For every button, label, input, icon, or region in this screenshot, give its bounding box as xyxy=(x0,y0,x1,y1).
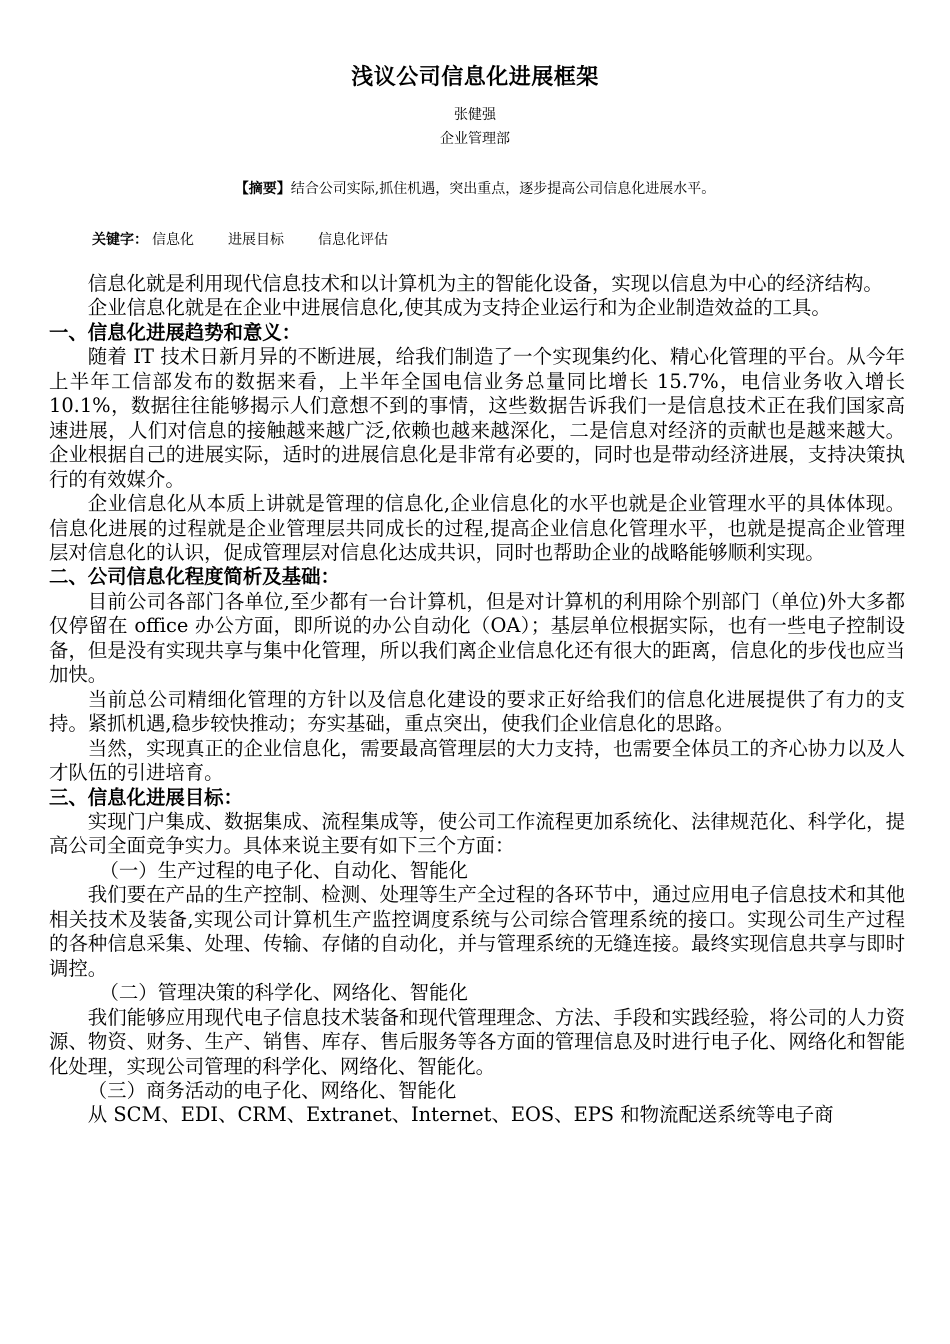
abstract-text: 结合公司实际,抓住机遇，突出重点，逐步提高公司信息化进展水平。 xyxy=(290,181,716,197)
paragraph: 我们能够应用现代电子信息技术装备和现代管理理念、方法、手段和实践经验，将公司的人力资源、物资、财务、生产、销售、库存、售后服务等各方面的管理信息及时进行电子化、网络化和智能化处理，实现公司管理的科学化、网络化、智能化。 xyxy=(49,1005,905,1078)
paragraph: 企业信息化从本质上讲就是管理的信息化,企业信息化的水平也就是企业管理水平的具体体现。信息化进展的过程就是企业管理层共同成长的过程,提高企业信息化管理水平，也就是提高企业管理层对信息化的认识，促成管理层对信息化达成共识，同时也帮助企业的战略能够顺利实现。 xyxy=(49,492,905,564)
paragraph: 从 SCM、EDI、CRM、Extranet、Internet、EOS、EPS 和物流配送系统等电子商 xyxy=(87,1103,834,1127)
keywords xyxy=(92,229,418,249)
section-heading: 三、信息化进展目标： xyxy=(49,785,243,809)
subsection-heading: （三）商务活动的电子化、网络化、智能化 xyxy=(87,1078,457,1102)
author-name: 张健强 xyxy=(454,107,496,123)
paragraph: 实现门户集成、数据集成、流程集成等，使公司工作流程更加系统化、法律规范化、科学化，提高公司全面竞争实力。具体来说主要有如下三个方面： xyxy=(49,809,905,858)
keyword: 信息化 xyxy=(152,232,194,248)
paragraph: 当前总公司精细化管理的方针以及信息化建设的要求正好给我们的信息化进展提供了有力的支持。紧抓机遇,稳步较快推动；夯实基础，重点突出，使我们企业信息化的思路。 xyxy=(49,687,905,736)
subsection-heading: （一）生产过程的电子化、自动化、智能化 xyxy=(99,858,468,882)
paragraph: 信息化就是利用现代信息技术和以计算机为主的智能化设备，实现以信息为中心的经济结构。 xyxy=(87,272,883,295)
document-body xyxy=(49,272,905,1128)
keywords-label: 关键字： xyxy=(92,232,148,248)
keyword: 进展目标 xyxy=(228,232,284,248)
document-title: 浅议公司信息化进展框架 xyxy=(351,65,599,90)
author-department: 企业管理部 xyxy=(440,131,510,147)
paragraph: 我们要在产品的生产控制、检测、处理等生产全过程的各环节中，通过应用电子信息技术和其他相关技术及装备,实现公司计算机生产监控调度系统与公司综合管理系统的接口。实现公司生产过程的各种信息采集、处理、传输、存储的自动化，并与管理系统的无缝连接。最终实现信息共享与即时调控。 xyxy=(49,883,905,980)
paragraph: 随着 IT 技术日新月异的不断进展，给我们制造了一个实现集约化、精心化管理的平台。从今年上半年工信部发布的数据来看，上半年全国电信业务总量同比增长 15.7%，电信业务收入增长 10.1%，数据往往能够揭示人们意想不到的事情，这些数据告诉我们一是信息技术正在我们国家高速进展，人们对信息的接触越来越广泛,依赖也越来越深化，二是信息对经济的贡献也是越来越大。企业根据自己的进展实际，适时的进展信息化是非常有必要的，同时也是带动经济进展，支持决策执行的有效媒介。 xyxy=(49,345,905,491)
paragraph: 企业信息化就是在企业中进展信息化,使其成为支持企业运行和为企业制造效益的工具。 xyxy=(87,296,831,320)
paragraph: 当然，实现真正的企业信息化，需要最高管理层的大力支持，也需要全体员工的齐心协力以及人才队伍的引进培育。 xyxy=(49,736,905,785)
keyword: 信息化评估 xyxy=(318,232,388,248)
subsection-heading: （二）管理决策的科学化、网络化、智能化 xyxy=(99,981,468,1005)
abstract xyxy=(0,178,950,198)
section-heading: 一、信息化进展趋势和意义： xyxy=(49,320,302,344)
paragraph: 目前公司各部门各单位,至少都有一台计算机，但是对计算机的利用除个别部门（单位)外大多都仅停留在 office 办公方面，即所说的办公自动化（OA）；基层单位根据实际，也有一些电子控制设备，但是没有实现共享与集中化管理，所以我们离企业信息化还有很大的距离，信息化的步伐也应当加快。 xyxy=(49,589,905,687)
abstract-label: 【摘要】 xyxy=(234,181,291,197)
section-heading: 二、公司信息化程度简析及基础： xyxy=(49,565,340,589)
